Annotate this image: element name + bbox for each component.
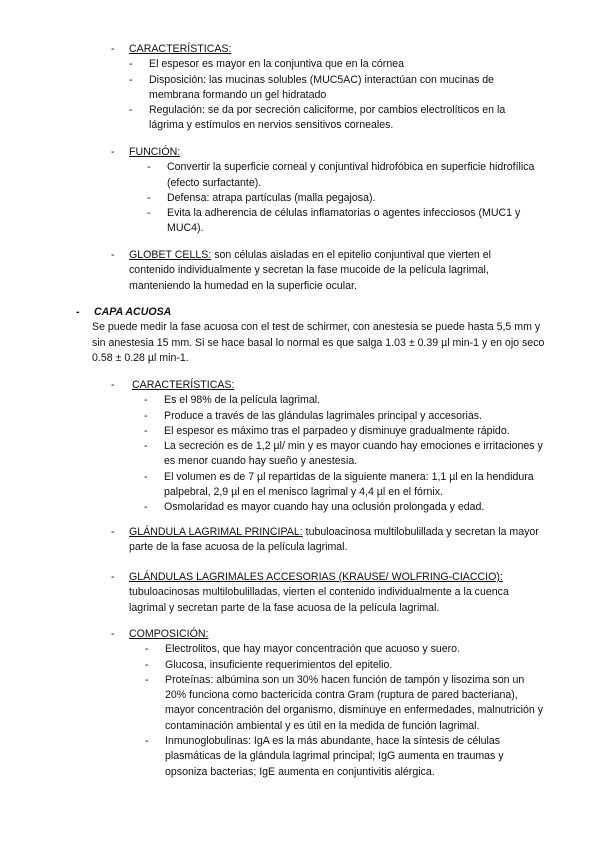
bullet-dash: - <box>111 146 115 158</box>
section-heading: FUNCIÓN: <box>129 146 181 158</box>
list-item: - El espesor es máximo tras el parpadeo y disminuye gradualmente rápido. <box>164 424 551 439</box>
item-list <box>167 160 551 236</box>
bullet-dash: - <box>111 379 115 391</box>
list-item: - El espesor es mayor en la conjuntiva que en la córnea <box>149 57 541 72</box>
bullet-dash: - <box>111 526 115 538</box>
bullet-dash: - <box>111 43 115 55</box>
list-item: - Produce a través de las glándulas lagrimales principal y accesorias. <box>164 409 551 424</box>
list-item: - Defensa: atrapa partículas (malla pegajosa). <box>167 191 551 206</box>
section-heading: GLOBET CELLS: <box>129 249 212 261</box>
section-funcion <box>111 145 551 237</box>
section-capa-acuosa <box>76 305 556 366</box>
list-item: - Glucosa, insuficiente requerimientos del epitelio. <box>165 658 551 673</box>
section-heading: CARACTERÍSTICAS: <box>132 379 235 391</box>
item-list <box>164 393 551 515</box>
section-heading: CARACTERÍSTICAS: <box>129 43 232 55</box>
section-text: tubuloacinosas multilobulilladas, vierten el contenido individualmente a la cuenca lagrimal y secretan parte de la fase acuosa de la película lagrimal. <box>129 586 509 614</box>
section-glandulas-accesorias <box>111 570 541 616</box>
list-item: - Evita la adherencia de células inflamatorias o agentes infecciosos (MUC1 y MUC4). <box>167 206 551 237</box>
bullet-dash: - <box>111 628 115 640</box>
section-heading: GLÁNDULAS LAGRIMALES ACCESORIAS (KRAUSE/ WOLFRING-CIACCIO): <box>129 571 503 583</box>
list-item: - Proteínas: albúmina son un 30% hacen función de tampón y lisozima son un 20% funciona como bactericida contra Gram (ruptura de pared bacteriana), mayor concentración del organismo, disminuye en enfermedades, malnutrición y contaminación ambiental y es útil en la medida de función lagrimal. <box>165 673 551 734</box>
list-item: - La secreción es de 1,2 µl/ min y es mayor cuando hay emociones e irritaciones y es menor cuando hay sueño y anestesia. <box>164 439 551 470</box>
bullet-dash: - <box>111 571 115 583</box>
section-heading: COMPOSICIÓN: <box>129 628 209 640</box>
section-globet-cells <box>111 248 521 294</box>
section-caracteristicas-mucosa <box>111 42 541 134</box>
list-item: - Electrolitos, que hay mayor concentración que acuoso y suero. <box>165 642 551 657</box>
list-item: - Es el 98% de la película lagrimal. <box>164 393 551 408</box>
list-item: - Inmunoglobulinas: IgA es la más abundante, hace la síntesis de células plasmáticas de la glándula lagrimal principal; IgG aumenta en traumas y opsoniza bacterias; IgE aumenta en conjuntivitis alérgica. <box>165 734 551 780</box>
list-item: - Osmolaridad es mayor cuando hay una oclusión prolongada y edad. <box>164 500 551 515</box>
bullet-dash: - <box>76 306 80 318</box>
bullet-dash: - <box>111 249 115 261</box>
section-caracteristicas-acuosa <box>111 378 551 516</box>
item-list <box>165 642 551 780</box>
list-item: - El volumen es de 7 µl repartidas de la siguiente manera: 1,1 µl en la hendidura palpebral, 2,9 µl en el menisco lagrimal y 4,4 µl en el fórnix. <box>164 470 551 501</box>
section-text: Se puede medir la fase acuosa con el test de schirmer, con anestesia se puede hasta 5,5 mm y sin anestesia 15 mm. Si se hace basal lo normal es que salga 1.03 ± 0.39 µl min-1 y en ojo seco 0.58 ± 0.28 µl min-1. <box>92 321 545 364</box>
section-heading: GLÁNDULA LAGRIMAL PRINCIPAL: <box>129 526 303 538</box>
list-item: - Convertir la superficie corneal y conjuntival hidrofóbica en superficie hidrofílica (efecto surfactante). <box>167 160 551 191</box>
list-item: - Disposición: las mucinas solubles (MUC5AC) interactúan con mucinas de membrana formando un gel hidratado <box>149 73 541 104</box>
section-text: tubuloacinosa multilobulillada y secretan la mayor parte de la fase acuosa de la película lagrimal. <box>129 526 539 554</box>
section-glandula-principal <box>111 525 541 556</box>
section-heading: CAPA ACUOSA <box>94 306 172 318</box>
section-text: son células aisladas en el epitelio conjuntival que vierten el contenido individualmente y secretan la fase mucoide de la película lagrimal, manteniendo la humedad en la superficie ocular. <box>129 249 491 292</box>
section-composicion <box>111 627 551 780</box>
item-list <box>149 57 541 133</box>
list-item: - Regulación: se da por secreción caliciforme, por cambios electrolíticos en la lágrima y estímulos en nervios sensitivos corneales. <box>149 103 541 134</box>
